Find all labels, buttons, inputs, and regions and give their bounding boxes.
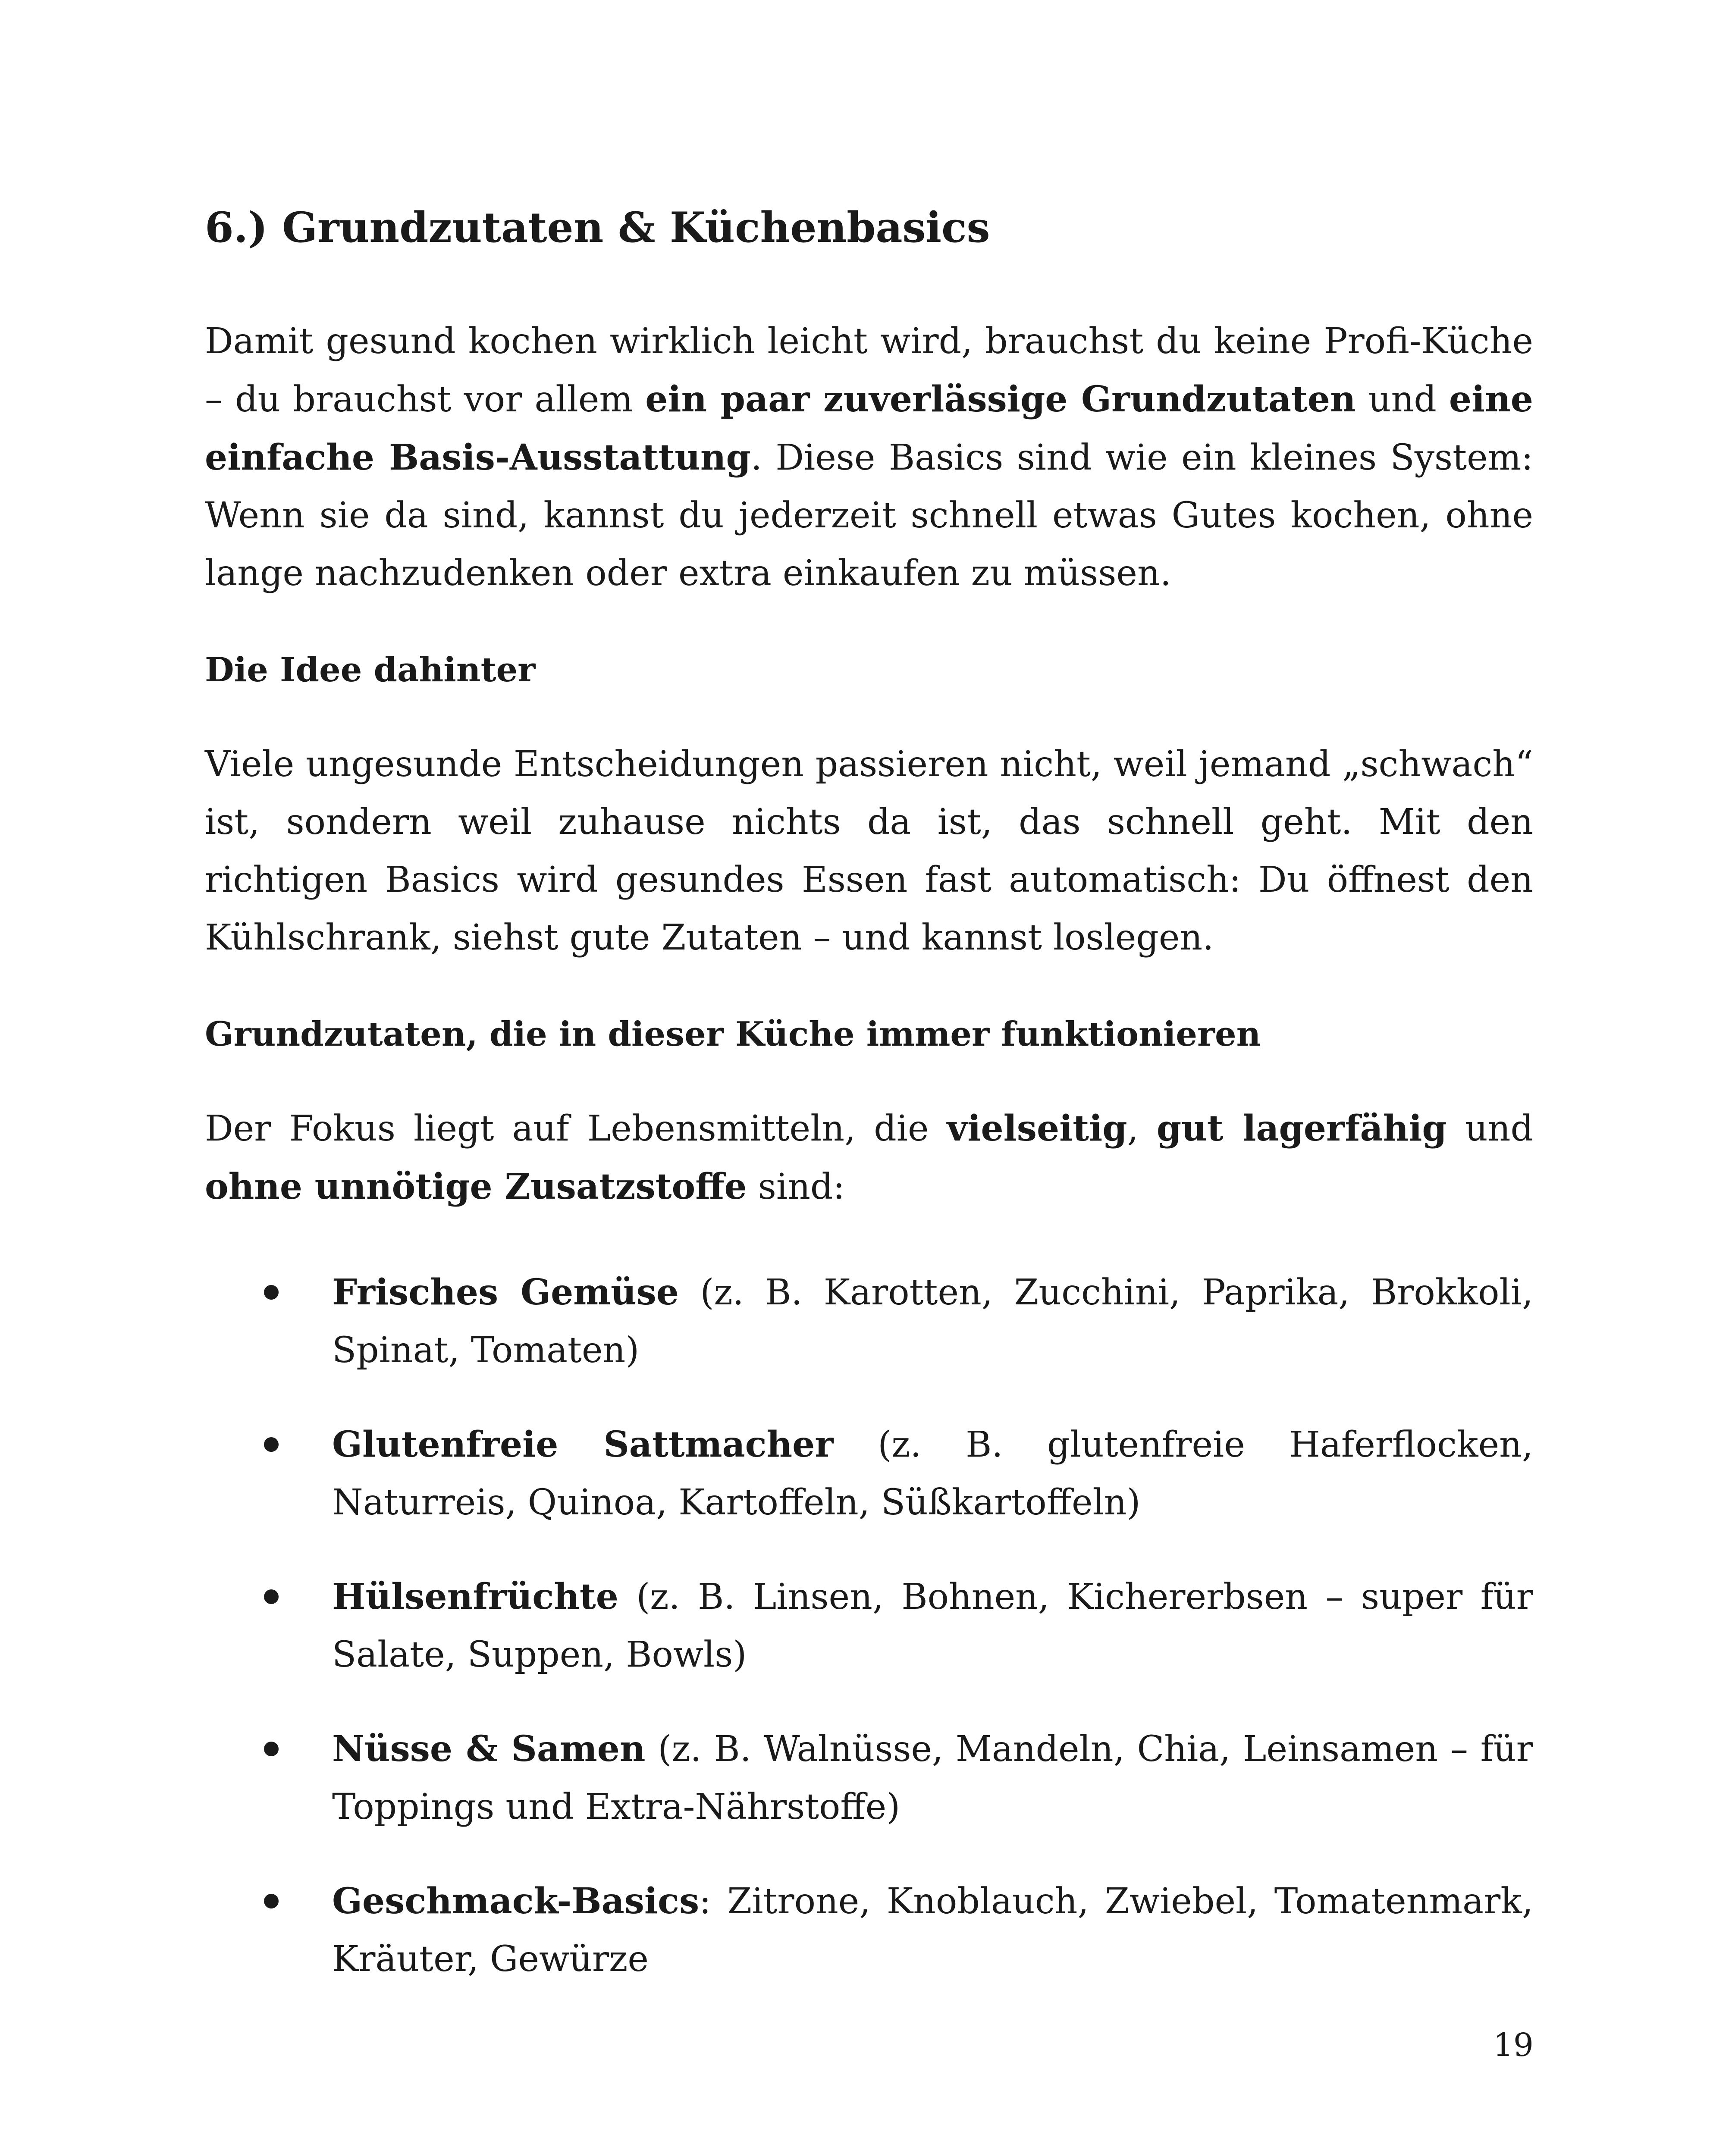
ingredients-bold-1: vielseitig [947, 1108, 1127, 1150]
ingredients-intro-paragraph [205, 1100, 1533, 1216]
bullet-icon [264, 1285, 279, 1300]
intro-paragraph [205, 313, 1533, 602]
ingredients-bold-2: gut lagerfähig [1156, 1108, 1447, 1150]
ingredients-text-1: Der Fokus liegt auf Lebensmitteln, die [205, 1108, 947, 1150]
bullet-icon [264, 1894, 279, 1908]
list-item-bold: Nüsse & Samen [332, 1728, 646, 1770]
section-heading-ingredients: Grundzutaten, die in dieser Küche immer funktionieren [205, 1014, 1261, 1054]
list-item [205, 1872, 1533, 1988]
intro-text-2: und [1355, 379, 1449, 420]
document-page [205, 203, 1533, 2024]
intro-text-3: . Diese Basics sind wie ein kleines System: Wenn sie da sind, kannst du jederzeit schnell etwas Gutes kochen, ohne lange nachzudenken oder extra einkaufen zu müssen. [205, 437, 1533, 594]
list-item-text: (z. B. Walnüsse, Mandeln, Chia, Leinsamen – für Toppings und Extra-Nährstoffe) [332, 1729, 1533, 1828]
page-number: 19 [1493, 2027, 1534, 2064]
page-title: 6.) Grundzutaten & Küchenbasics [205, 203, 990, 252]
list-item-bold: Geschmack-Basics [332, 1880, 700, 1922]
ingredients-text-3: und [1446, 1108, 1533, 1150]
ingredient-list [205, 1263, 1533, 1988]
list-item [205, 1263, 1533, 1379]
list-item-bold: Frisches Gemüse [332, 1272, 679, 1313]
list-item-bold: Hülsenfrüchte [332, 1576, 618, 1618]
intro-bold-2: eine einfache Basis-Ausstattung [205, 379, 1533, 479]
list-item [205, 1416, 1533, 1532]
ingredients-text-4: sind: [747, 1166, 845, 1208]
intro-bold-1: ein paar zuverlässige Grundzutaten [645, 379, 1356, 420]
list-item [205, 1568, 1533, 1684]
bullet-icon [264, 1742, 279, 1756]
ingredients-bold-3: ohne unnötige Zusatzstoffe [205, 1166, 747, 1208]
bullet-icon [264, 1589, 279, 1604]
list-item [205, 1720, 1533, 1836]
list-item-text: (z. B. Linsen, Bohnen, Kichererbsen – super für Salate, Suppen, Bowls) [332, 1576, 1533, 1676]
bullet-icon [264, 1437, 279, 1452]
list-item-text: : Zitrone, Knoblauch, Zwiebel, Tomatenmark, Kräuter, Gewürze [332, 1881, 1533, 1980]
list-item-text: (z. B. glutenfreie Haferflocken, Naturreis, Quinoa, Kartoffeln, Süßkartoffeln) [332, 1424, 1533, 1523]
intro-text-1: Damit gesund kochen wirklich leicht wird, brauchst du keine Profi-Küche – du brauchst vor allem [205, 321, 1533, 420]
idea-paragraph: Viele ungesunde Entscheidungen passieren nicht, weil jemand „schwach“ ist, sondern weil zuhause nichts da ist, das schnell geht. Mit den richtigen Basics wird gesundes Essen fast automatisch: Du öffnest den Kühlschrank, siehst gute Zutaten – und kannst loslegen. [205, 743, 1533, 958]
section-heading-idea: Die Idee dahinter [205, 650, 536, 690]
ingredients-text-2: , [1127, 1108, 1157, 1150]
list-item-text: (z. B. Karotten, Zucchini, Paprika, Brokkoli, Spinat, Tomaten) [332, 1272, 1533, 1371]
list-item-bold: Glutenfreie Sattmacher [332, 1424, 834, 1466]
